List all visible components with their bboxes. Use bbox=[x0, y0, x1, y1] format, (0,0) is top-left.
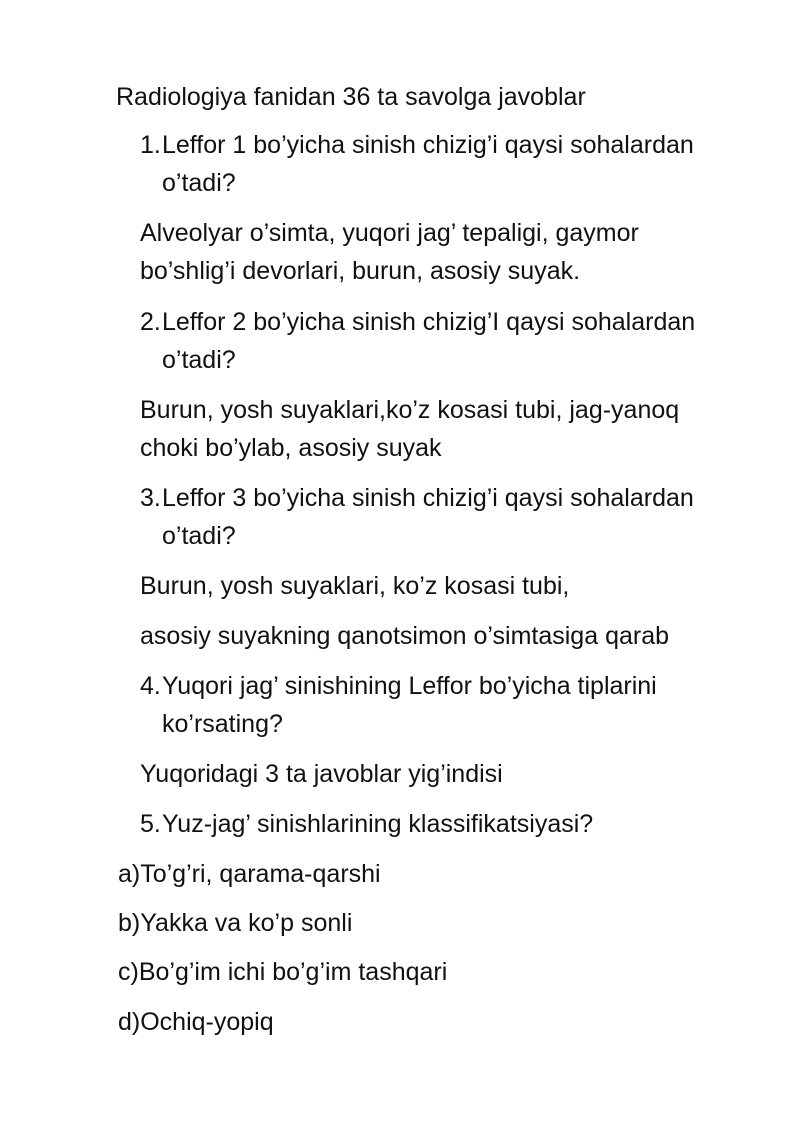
answer-2 bbox=[140, 391, 679, 467]
option-d: d)Ochiq-yopiq bbox=[118, 1008, 274, 1036]
question-text-line-1: Leffor 2 bo’yicha sinish chizig’I qaysi sohalardan bbox=[162, 308, 696, 336]
answer-text-line-2: bo’shlig’i devorlari, burun, asosiy suyak. bbox=[140, 257, 581, 285]
question-text-line-1: Yuqori jag’ sinishining Leffor bo’yicha tiplarini bbox=[162, 672, 657, 700]
answer-text-line-2: asosiy suyakning qanotsimon o’simtasiga qarab bbox=[140, 622, 670, 650]
option-b: b)Yakka va ko’p sonli bbox=[118, 909, 353, 937]
answer-text-line-1: Burun, yosh suyaklari, ko’z kosasi tubi, bbox=[140, 572, 570, 600]
answer-4 bbox=[140, 755, 503, 793]
answer-text-line-1: Yuqoridagi 3 ta javoblar yig’indisi bbox=[140, 760, 503, 788]
question-number: 3. bbox=[140, 484, 161, 512]
question-3 bbox=[140, 479, 694, 555]
question-1 bbox=[140, 126, 694, 202]
answer-text-line-1: Alveolyar o’simta, yuqori jag’ tepaligi, gaymor bbox=[140, 219, 639, 247]
answer-3 bbox=[140, 567, 669, 655]
answer-text-line-2: choki bo’ylab, asosiy suyak bbox=[140, 434, 442, 462]
question-number: 5. bbox=[140, 810, 161, 838]
document-title: Radiologiya fanidan 36 ta savolga javoblar bbox=[116, 83, 586, 111]
question-5 bbox=[140, 805, 593, 843]
answer-text-line-1: Burun, yosh suyaklari,ko’z kosasi tubi, jag-yanoq bbox=[140, 396, 680, 424]
option-c: c)Bo’g’im ichi bo’g’im tashqari bbox=[118, 958, 448, 986]
question-text-line-2: o’tadi? bbox=[162, 346, 236, 374]
question-number: 2. bbox=[140, 308, 161, 336]
question-text-line-1: Yuz-jag’ sinishlarining klassifikatsiyasi? bbox=[162, 810, 594, 838]
question-number: 1. bbox=[140, 131, 161, 159]
question-text-line-2: o’tadi? bbox=[162, 522, 236, 550]
question-4 bbox=[140, 667, 657, 743]
question-2 bbox=[140, 303, 695, 379]
answer-1 bbox=[140, 214, 639, 290]
question-number: 4. bbox=[140, 672, 161, 700]
option-a: a)To’g’ri, qarama-qarshi bbox=[118, 860, 381, 888]
question-text-line-1: Leffor 1 bo’yicha sinish chizig’i qaysi sohalardan bbox=[162, 131, 694, 159]
question-text-line-2: o’tadi? bbox=[162, 169, 236, 197]
question-text-line-2: ko’rsating? bbox=[162, 710, 283, 738]
question-text-line-1: Leffor 3 bo’yicha sinish chizig’i qaysi sohalardan bbox=[162, 484, 694, 512]
